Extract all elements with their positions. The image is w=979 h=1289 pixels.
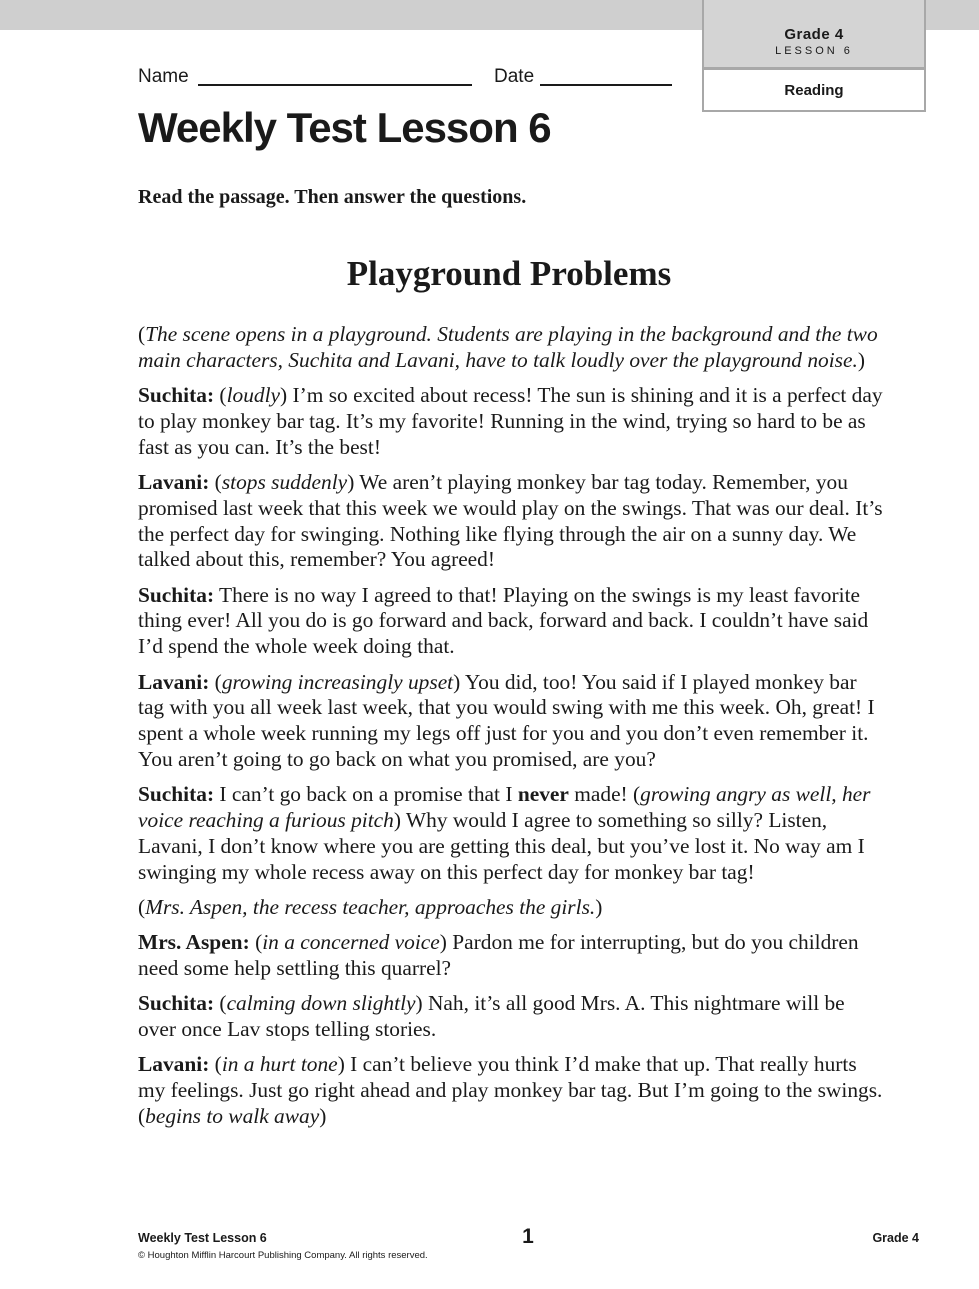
dialogue-text: ) Why would I agree to something so silly? Listen, Lavani, I don’t know where you are getting this deal, but you’ve lost it. No way am I swinging my whole recess away on this perfect day for monkey bar tag! <box>138 808 865 884</box>
subject-label: Reading <box>702 70 926 112</box>
stage-note-text: begins to walk away <box>145 1104 320 1129</box>
footer-grade: Grade 4 <box>872 1231 919 1245</box>
dialogue-text: ) I can’t believe you think I’d make that up. That really hurts my feelings. Just go right ahead and play monkey bar tag. But I’m going to the swings. ( <box>138 1052 883 1129</box>
footer-test-title: Weekly Test Lesson 6 <box>138 1231 267 1245</box>
dialogue-text: ) I’m so excited about recess! The sun is shining and it is a perfect day to play monkey bar tag. It’s my favorite! Running in the wind, trying so hard to be as fast as you can. It’s the best! <box>138 383 883 459</box>
speaker-name: Lavani: <box>138 1052 210 1077</box>
stage-direction <box>138 895 888 921</box>
page-title: Weekly Test Lesson 6 <box>138 104 551 151</box>
footer-copyright: © Houghton Mifflin Harcourt Publishing Company. All rights reserved. <box>138 1250 428 1261</box>
dialogue-text: ( <box>214 383 227 408</box>
dialogue-line <box>138 930 888 982</box>
instructions: Read the passage. Then answer the questions. <box>138 186 527 208</box>
stage-note-text: in a concerned voice <box>262 930 440 955</box>
dialogue-line <box>138 470 888 573</box>
speaker-name: Lavani: <box>138 669 210 694</box>
dialogue-text: There is no way I agreed to that! Playing on the swings is my least favorite thing ever! All you do is go forward and back, forward and back. I couldn’t have said I’d spend the whole week doing that. <box>138 582 869 659</box>
stage-note-text: growing increasingly upset <box>221 669 454 694</box>
speaker-name: Suchita: <box>138 782 215 807</box>
dialogue-text: ( <box>209 1052 222 1077</box>
speaker-name: Lavani: <box>138 469 210 494</box>
stage-note-text: The scene opens in a playground. Students are playing in the background and the two main characters, Suchita and Lavani, have to talk loudly over the playground noise. <box>138 322 878 372</box>
dialogue-line <box>138 383 888 460</box>
date-blank-line <box>540 84 672 86</box>
dialogue-text: made! ( <box>568 782 641 807</box>
dialogue-text: ( <box>209 469 222 494</box>
dialogue-text: ( <box>214 991 227 1016</box>
passage-title: Playground Problems <box>346 254 672 293</box>
stage-note-text: loudly <box>226 383 281 408</box>
dialogue-text: ( <box>138 322 146 346</box>
dialogue-line <box>138 1052 888 1129</box>
dialogue-text: ( <box>249 930 263 955</box>
dialogue-text: I can’t go back on a promise that I <box>214 782 518 807</box>
dialogue-line <box>138 991 888 1043</box>
dialogue-line <box>138 782 888 885</box>
passage-body <box>138 322 888 1139</box>
dialogue-text: ) <box>857 347 865 372</box>
dialogue-text: ) Pardon me for interrupting, but do you children need some help settling this quarrel? <box>138 930 859 981</box>
dialogue-line <box>138 583 888 660</box>
speaker-name: Suchita: <box>138 383 215 408</box>
dialogue-line <box>138 670 888 773</box>
page-number: 1 <box>522 1225 534 1248</box>
lesson-label: LESSON 6 <box>775 45 853 57</box>
grade-lesson-box <box>702 0 926 70</box>
dialogue-text: ( <box>209 669 222 694</box>
dialogue-text: ) <box>319 1104 327 1129</box>
name-blank-line <box>198 84 472 86</box>
stage-note-text: stops suddenly <box>221 469 348 494</box>
stage-note-text: Mrs. Aspen, the recess teacher, approaches the girls. <box>145 894 596 919</box>
dialogue-text: ) You did, too! You said if I played monkey bar tag with you all week last week, that you would swing with me this week. Oh, great! I spent a whole week running my legs off just for you and you don’t even remember it. You aren’t going to go back on what you promised, are you? <box>138 669 875 771</box>
speaker-name: Suchita: <box>138 582 215 607</box>
dialogue-text: ) <box>595 894 603 919</box>
grade-label: Grade 4 <box>784 26 844 43</box>
grade-tab <box>702 0 924 112</box>
stage-note-text: in a hurt tone <box>221 1052 338 1077</box>
dialogue-text: ( <box>138 894 146 919</box>
stage-note-text: calming down slightly <box>226 991 416 1016</box>
speaker-name: Suchita: <box>138 991 215 1016</box>
date-label: Date <box>494 66 535 87</box>
dialogue-text: ) Nah, it’s all good Mrs. A. This nightmare will be over once Lav stops telling stories. <box>138 991 845 1042</box>
emphasis-text: never <box>517 782 569 807</box>
stage-direction <box>138 322 888 374</box>
stage-note-text: growing angry as well, her voice reaching a furious pitch <box>138 782 871 833</box>
name-label: Name <box>138 66 189 87</box>
speaker-name: Mrs. Aspen: <box>138 930 250 955</box>
dialogue-text: ) We aren’t playing monkey bar tag today. Remember, you promised last week that this week we would play on the swings. That was our deal. It’s the perfect day for swinging. Nothing like flying through the air on a sunny day. We talked about this, remember? You agreed! <box>138 469 883 572</box>
